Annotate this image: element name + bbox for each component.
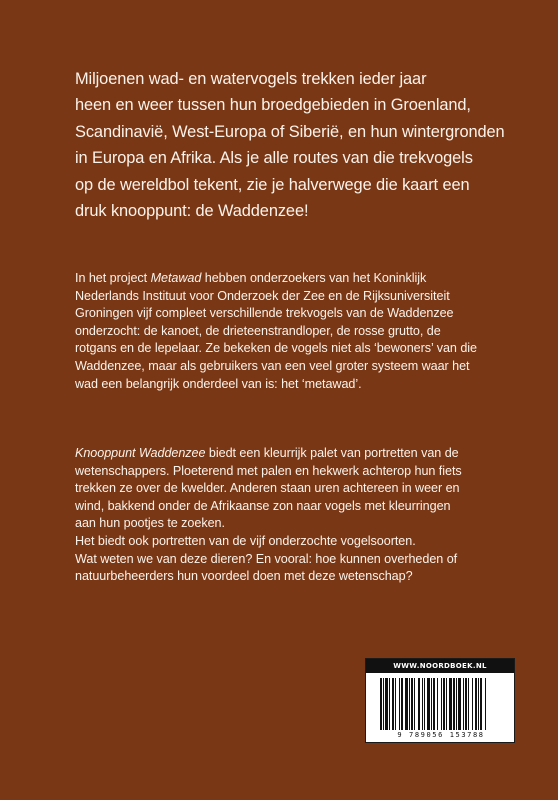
barcode-bar bbox=[392, 678, 394, 730]
barcode-bar bbox=[427, 678, 430, 730]
paragraph-line: wad een belangrijk onderdeel van is: het ‘metawad’. bbox=[75, 376, 362, 391]
barcode-bar bbox=[478, 678, 479, 730]
intro-line: druk knooppunt: de Waddenzee! bbox=[75, 202, 309, 221]
publisher-url: WWW.NOORDBOEK.NL bbox=[366, 659, 514, 673]
paragraph-line bbox=[75, 445, 525, 463]
barcode-bar bbox=[383, 678, 384, 730]
barcode-bar bbox=[405, 678, 408, 730]
line-text: biedt een kleurrijk palet van portretten van de bbox=[205, 446, 459, 460]
line-text: hebben onderzoekers van het Koninklijk bbox=[201, 271, 427, 285]
isbn-barcode bbox=[365, 658, 515, 743]
paragraph-line: Nederlands Instituut voor Onderzoek der Zee en de Rijksuniversiteit bbox=[75, 288, 450, 303]
intro-line: op de wereldbol tekent, zie je halverwege die kaart een bbox=[75, 175, 470, 194]
paragraph-line: onderzocht: de kanoet, de drieteenstrandloper, de rosse grutto, de bbox=[75, 323, 441, 338]
barcode-bar bbox=[472, 678, 473, 730]
barcode-bar bbox=[380, 678, 382, 730]
barcode-bar bbox=[468, 678, 469, 730]
project-name: Metawad bbox=[150, 271, 202, 285]
book-description-paragraph bbox=[75, 445, 525, 586]
intro-line: heen en weer tussen hun broedgebieden in Groenland, bbox=[75, 96, 471, 115]
barcode-bar bbox=[485, 678, 486, 730]
paragraph-line: Waddenzee, maar als gebruikers van een veel groter systeem waar het bbox=[75, 358, 470, 373]
barcode-bar bbox=[411, 678, 413, 730]
paragraph-line: Het biedt ook portretten van de vijf onderzochte vogelsoorten. bbox=[75, 533, 416, 548]
barcode-bar bbox=[480, 678, 482, 730]
paragraph-line: trekken ze over de kwelder. Anderen staan uren achtereen in weer en bbox=[75, 481, 460, 496]
barcode-bar bbox=[399, 678, 400, 730]
barcode-bar bbox=[446, 678, 447, 730]
paragraph-line: aan hun pootjes te zoeken. bbox=[75, 516, 225, 531]
barcode-bar bbox=[422, 678, 423, 730]
barcode-bar bbox=[458, 678, 461, 730]
barcode-bar bbox=[418, 678, 420, 730]
paragraph-line: natuurbeheerders hun voordeel doen met deze wetenschap? bbox=[75, 569, 413, 584]
paragraph-line: Groningen vijf compleet verschillende trekvogels van de Waddenzee bbox=[75, 306, 454, 321]
paragraph-line: wind, bakkend onder de Afrikaanse zon naar vogels met kleurringen bbox=[75, 498, 451, 513]
line-text: In het project bbox=[75, 271, 151, 285]
barcode-bar bbox=[456, 678, 457, 730]
intro-text bbox=[75, 66, 515, 224]
paragraph-line: wetenschappers. Ploeterend met palen en hekwerk achterop hun fiets bbox=[75, 463, 462, 478]
paragraph-line: rotgans en de lepelaar. Ze bekeken de vogels niet als ‘bewoners’ van die bbox=[75, 341, 477, 356]
barcode-bar bbox=[453, 678, 455, 730]
paragraph-line: Wat weten we van deze dieren? En vooral: hoe kunnen overheden of bbox=[75, 551, 458, 566]
barcode-icon bbox=[380, 678, 502, 730]
intro-line: in Europa en Afrika. Als je alle routes van die trekvogels bbox=[75, 149, 473, 168]
barcode-bar bbox=[441, 678, 442, 730]
barcode-bar bbox=[437, 678, 438, 730]
barcode-bar bbox=[449, 678, 452, 730]
barcode-bar bbox=[401, 678, 403, 730]
intro-line: Miljoenen wad- en watervogels trekken ieder jaar bbox=[75, 70, 427, 88]
barcode-bar bbox=[385, 678, 388, 730]
barcode-bar bbox=[431, 678, 432, 730]
barcode-bar bbox=[463, 678, 464, 730]
barcode-bar bbox=[395, 678, 396, 730]
barcode-bar bbox=[433, 678, 435, 730]
book-title: Knooppunt Waddenzee bbox=[75, 446, 206, 460]
metawad-paragraph bbox=[75, 270, 525, 393]
barcode-bar bbox=[424, 678, 425, 730]
barcode-bar bbox=[389, 678, 390, 730]
barcode-bar bbox=[409, 678, 410, 730]
intro-line: Scandinavië, West-Europa of Siberië, en hun wintergronden bbox=[75, 122, 505, 141]
barcode-bar bbox=[443, 678, 445, 730]
barcode-bar bbox=[414, 678, 415, 730]
paragraph-line bbox=[75, 270, 525, 288]
barcode-bar bbox=[475, 678, 477, 730]
isbn-digits: 9 789056 153788 bbox=[372, 731, 510, 740]
barcode-bar bbox=[465, 678, 467, 730]
